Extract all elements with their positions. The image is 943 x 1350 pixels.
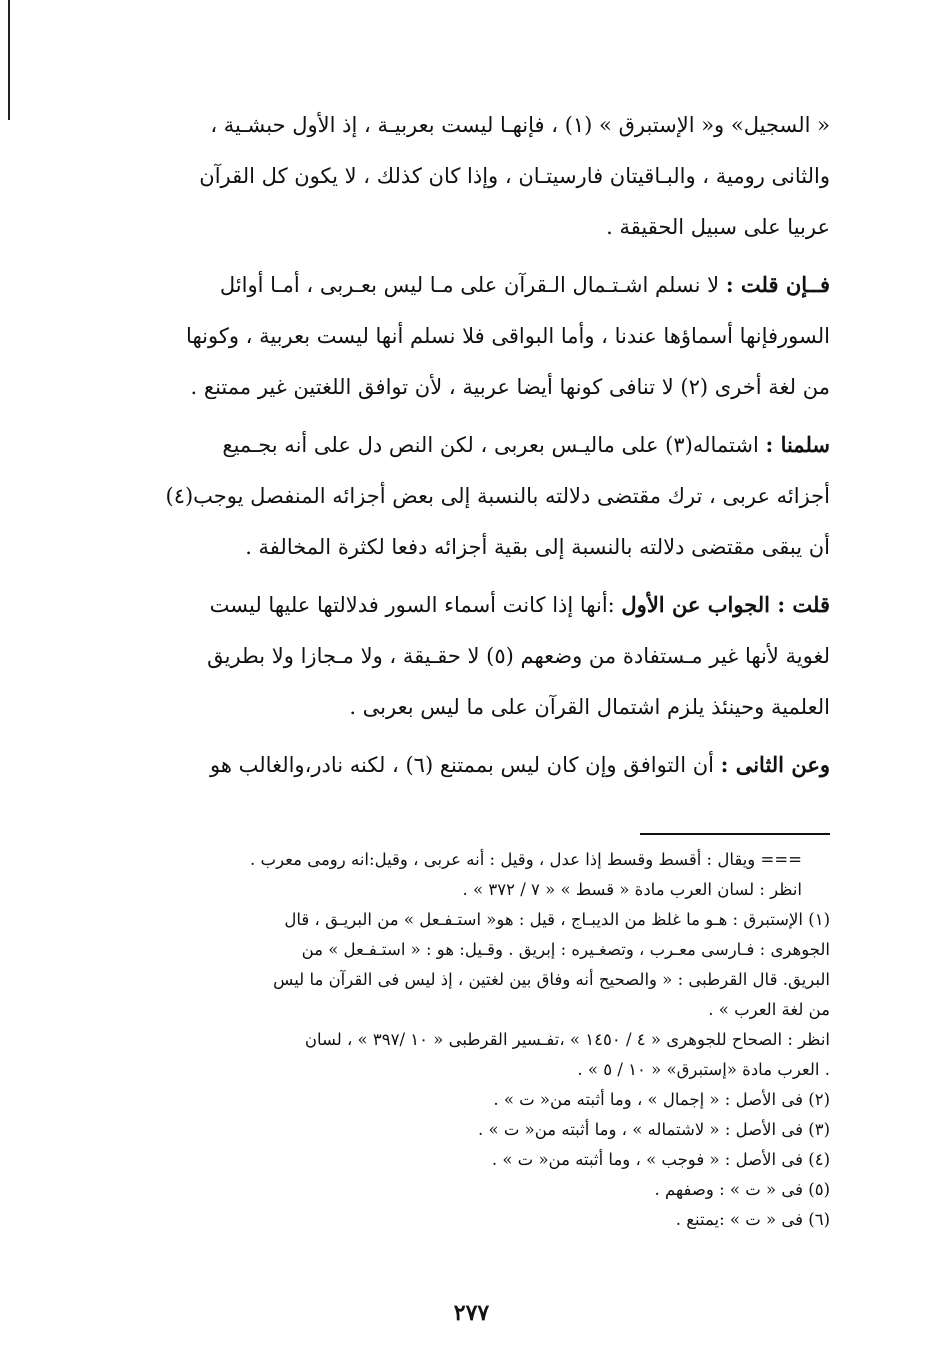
body-line	[110, 419, 830, 471]
footnote-separator	[640, 833, 830, 835]
lead-phrase: فــإن قلت :	[725, 272, 830, 297]
body-line: أجزائه عربى ، ترك مقتضى دلالته بالنسبة إلى بعض أجزائه المنفصل يوجب(٤)	[165, 484, 830, 508]
body-line-text: اشتماله(٣) على ماليـس بعربى ، لكن النص دل على أنه بجـميع	[222, 433, 766, 457]
body-line: لغوية لأنها غير مـستفادة من وضعهم (٥) لا حقـيقة ، ولا مـجازا ولا بطريق	[207, 644, 830, 668]
footnote-item: (٣) فى الأصل : « لاشتماله » ، وما أثبته من« ت » .	[478, 1120, 830, 1139]
footnote-1-line: انظر : الصحاح للجوهرى « ٤ / ١٤٥٠ » ،تفـسير القرطبى « ١٠ /٣٩٧ » ، لسان	[304, 1030, 830, 1049]
lead-phrase: قلت : الجواب عن الأول	[621, 592, 830, 617]
body-line: « السجيل» و« الإستبرق » (١) ، فإنهـا ليست بعربيـة ، إذ الأول حبشـية ،	[210, 113, 830, 137]
body-line: أن يبقى مقتضى دلالته بالنسبة إلى بقية أجزائه دفعا لكثرة المخالفة .	[245, 535, 830, 559]
body-line-text: أن التوافق وإن كان ليس بممتنع (٦) ، لكنه نادر،والغالب هو	[210, 753, 721, 777]
footnote-continuation-line: انظر : لسان العرب مادة « قسط » « ٧ / ٣٧٢ » .	[462, 880, 802, 899]
paragraph-4	[110, 579, 830, 733]
footnote-1-line: الجوهرى : فـارسى معـرب ، وتصغـيره : إبريق . وقـيل: هو : « استـفـعل » من	[301, 940, 830, 959]
paragraph-1	[110, 100, 830, 253]
lead-phrase: سلمنا :	[765, 432, 830, 457]
page-content	[110, 100, 830, 1235]
footnote-1-line: من لغة العرب » .	[708, 1000, 830, 1019]
footnote-1-line: البريق. قال القرطبى : « والصحيح أنه وفاق بين لغتين ، إذ ليس فى القرآن ما ليس	[273, 970, 830, 989]
body-line: العلمية وحينئذ يلزم اشتمال القرآن على ما ليس بعربى .	[349, 695, 830, 719]
body-line: والثانى رومية ، والبـاقيتان فارسيتـان ، وإذا كان كذلك ، لا يكون كل القرآن	[199, 164, 830, 188]
body-line	[110, 259, 830, 311]
binding-edge-line	[8, 0, 10, 120]
body-line: من لغة أخرى (٢) لا تنافى كونها أيضا عربية ، لأن توافق اللغتين غير ممتنع .	[190, 375, 830, 399]
lead-phrase: وعن الثانى :	[720, 752, 830, 777]
footnotes	[110, 845, 830, 1235]
paragraph-5	[110, 739, 830, 791]
footnote-item: (٢) فى الأصل : « إجمال » ، وما أثبته من« ت » .	[493, 1090, 830, 1109]
footnote-item: (٤) فى الأصل : « فوجب » ، وما أثبته من« ت » .	[491, 1150, 830, 1169]
footnote-1-line: . العرب مادة «إستبرق» « ١٠ / ٥ » .	[577, 1060, 830, 1079]
page-number: ٢٧٧	[453, 1300, 490, 1326]
body-line	[110, 579, 830, 631]
paragraph-3	[110, 419, 830, 573]
body-line: عربيا على سبيل الحقيقة .	[606, 215, 830, 239]
footnote-item: (٦) فى « ت » :يمتنع .	[675, 1210, 830, 1229]
body-line-text: :أنها إذا كانت أسماء السور فدلالتها عليها ليست	[209, 593, 622, 617]
footnote-item: (٥) فى « ت » : وصفهم .	[654, 1180, 830, 1199]
paragraph-2	[110, 259, 830, 413]
footnote-1-line: (١) الإستبرق : هـو ما غلظ من الديبـاج ، قيل : هو« استـفـعل » من البريـق ، قال	[284, 910, 830, 929]
footnote-continuation-line: === ويقال : أقسط وقسط إذا عدل ، وقيل : أنه عربى ، وقيل:انه رومى معرب .	[250, 850, 802, 869]
body-line: السورفإنها أسماؤها عندنا ، وأما البواقى فلا نسلم أنها ليست بعربية ، وكونها	[186, 324, 830, 348]
body-line-text: لا نسلم اشـتـمال الـقرآن على مـا ليس بعـربى ، أمـا أوائل	[219, 273, 726, 297]
body-line	[110, 739, 830, 791]
